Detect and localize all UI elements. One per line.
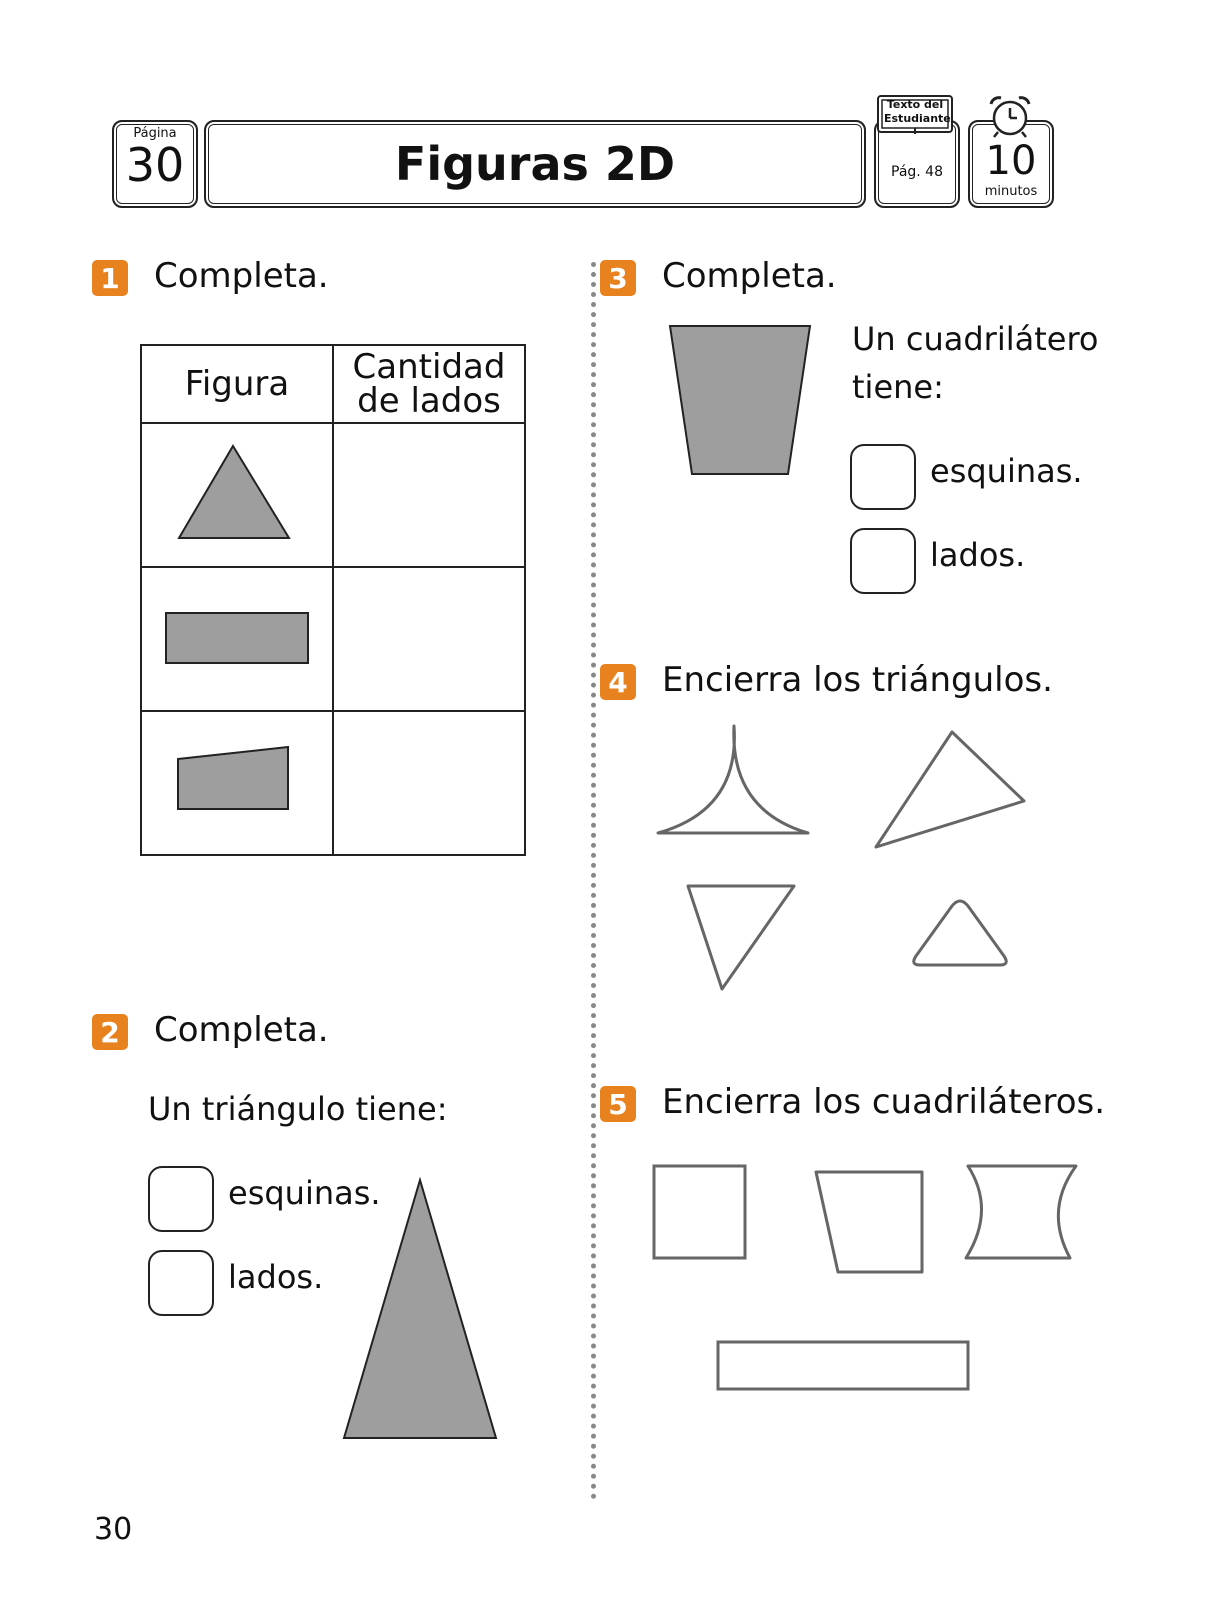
table-row (141, 711, 525, 855)
quadrilateral-sides-input[interactable] (850, 528, 916, 594)
textbook-label: Texto del Estudiante (884, 98, 951, 125)
exercise-4-shapes (650, 720, 1050, 1000)
table-cell-figure (141, 711, 333, 855)
exercise-2-badge: 2 (92, 1014, 128, 1050)
exercise-4-badge: 4 (600, 664, 636, 700)
title-box (204, 120, 866, 208)
triangle-shape (177, 438, 297, 548)
page-number: 30 (125, 138, 185, 192)
exercise-3-badge: 3 (600, 260, 636, 296)
exercise-2-instruction: Completa. (154, 1010, 329, 1050)
page-number-box (112, 120, 198, 208)
exercise-1-instruction: Completa. (154, 256, 329, 296)
table-row (141, 423, 525, 567)
triangle-corners-input[interactable] (148, 1166, 214, 1232)
column-divider (591, 262, 596, 1500)
corners-label: esquinas. (228, 1174, 381, 1212)
exercise-5-shapes (650, 1160, 1090, 1400)
table-header-figure: Figura (141, 345, 333, 423)
sides-label: lados. (228, 1258, 324, 1296)
footer-page-number: 30 (94, 1512, 133, 1547)
page-label: Página (133, 126, 177, 141)
sides-table (140, 344, 526, 856)
page-title: Figuras 2D (394, 137, 676, 191)
alarm-clock-icon (985, 94, 1035, 140)
table-cell-figure (141, 567, 333, 711)
table-cell-answer[interactable] (333, 711, 525, 855)
tall-triangle-shape (340, 1176, 502, 1442)
concave-quadrilateral-shape[interactable] (966, 1166, 1076, 1258)
table-cell-answer[interactable] (333, 423, 525, 567)
sides-label: lados. (930, 536, 1026, 574)
exercise-3-statement-line2: tiene: (852, 368, 944, 406)
time-value: 10 (985, 138, 1037, 184)
corners-label: esquinas. (930, 452, 1083, 490)
time-unit: minutos (984, 184, 1038, 199)
exercise-3-statement-line1: Un cuadrilátero (852, 320, 1099, 358)
curved-triangle-shape[interactable] (658, 726, 808, 833)
rectangle-shape (162, 607, 312, 667)
exercise-4-instruction: Encierra los triángulos. (662, 660, 1053, 700)
exercise-3-instruction: Completa. (662, 256, 837, 296)
exercise-5-instruction: Encierra los cuadriláteros. (662, 1082, 1106, 1122)
triangle-sides-input[interactable] (148, 1250, 214, 1316)
table-cell-figure (141, 423, 333, 567)
square-shape[interactable] (654, 1166, 745, 1258)
inverted-triangle-shape[interactable] (688, 886, 794, 989)
exercise-5-badge: 5 (600, 1086, 636, 1122)
textbook-page: Pág. 48 (891, 164, 943, 180)
quadrilateral-corners-input[interactable] (850, 444, 916, 510)
exercise-2-statement: Un triángulo tiene: (148, 1090, 448, 1128)
trapezoid-shape (666, 322, 814, 478)
long-rectangle-shape[interactable] (718, 1342, 968, 1389)
quadrilateral-shape (172, 741, 302, 821)
rounded-triangle-shape[interactable] (914, 901, 1007, 965)
table-header-sides: Cantidad de lados (333, 345, 525, 423)
outline-triangle-shape[interactable] (876, 732, 1024, 847)
table-cell-answer[interactable] (333, 567, 525, 711)
table-row (141, 567, 525, 711)
exercise-1-badge: 1 (92, 260, 128, 296)
trapezoid-outline-shape[interactable] (816, 1172, 922, 1272)
